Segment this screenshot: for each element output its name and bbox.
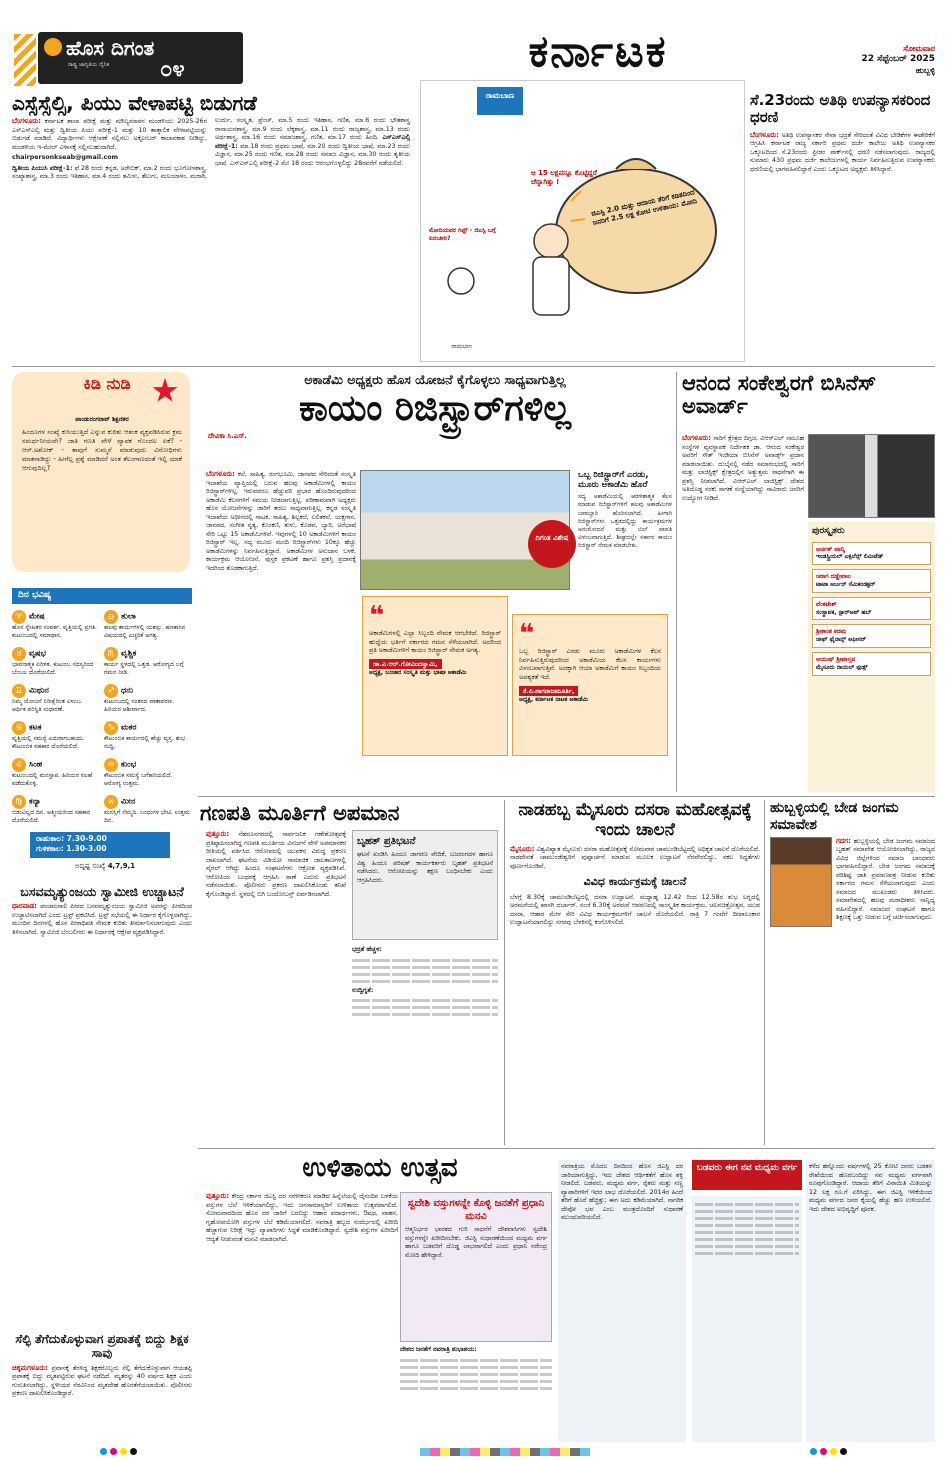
section-title: ಕರ್ನಾಟಕ xyxy=(528,30,668,74)
story-ulitaya-dateline: ಪುತ್ತೂರು: xyxy=(206,1192,230,1200)
sign-text: ಮನಸ್ಸಿಗೆ ನೆಮ್ಮದಿ. ಬಂಧುಗಳ ಭೇಟಿ. ಉತ್ತಮ ದಿನ. xyxy=(104,809,190,824)
horoscope-sign xyxy=(104,758,190,788)
divider-dasara-jangama xyxy=(764,800,765,1145)
ganapati-box-title: ಬೃಹತ್ ಪ್ರತಿಭಟನೆ xyxy=(357,836,416,847)
rahukala-value: 7.30-9.00 xyxy=(66,834,107,843)
ganapati-subhead-2: ಉದ್ವಿಗ್ನತೆ: xyxy=(352,986,374,994)
story-exam-email: chairpersonkseab@gmail.com xyxy=(12,154,119,161)
zodiac-icon: ♓ xyxy=(104,795,118,809)
ganapati-subhead: ಭದ್ರತೆ ಹೆಚ್ಚಳ: xyxy=(352,946,382,953)
story-dasara-subhead: ವಿವಿಧ ಕಾರ್ಯಕ್ರಮಕ್ಕೆ ಚಾಲನೆ xyxy=(583,875,687,889)
story-accident xyxy=(12,1332,192,1442)
bystander-head xyxy=(448,268,474,294)
cartoon-drawing xyxy=(421,81,745,362)
story-ulitaya-headline: ಉಳಿತಾಯ ಉತ್ಸವ xyxy=(302,1153,458,1183)
sign-name: ಧನು xyxy=(121,685,134,695)
story-ulitaya-text: ಕೇಂದ್ರ ಸರ್ಕಾರ ಜಿಎಸ್ಟಿ ದರ ಸರಳೀಕರಣ ಮಾಡಿದ ಹಿನ್ನೆಲೆಯಲ್ಲಿ ದೈನಂದಿನ ಬಳಕೆಯ ವಸ್ತುಗಳ ಬೆಲೆ ಇಳಿಕೆಯಾಗಲಿದ್ದು, ಇದು ಜನಸಾಮಾನ್ಯರಿಗೆ ಉಳಿತಾಯ ಉತ್ಸವವಾಗಲಿದೆ. ಸೋಮವಾರದಿಂದ ಹೊಸ ದರ ಜಾರಿಗೆ ಬರಲಿದ್ದು ಆಹಾರ ಪದಾರ್ಥಗಳು, ಔಷಧ, ವಾಹನ, ಗೃಹೋಪಯೋಗಿ ವಸ್ತುಗಳ ಬೆಲೆ ಕಡಿಮೆಯಾಗಲಿದೆ. ನವರಾತ್ರಿ ಹಬ್ಬದ ಸಂದರ್ಭದಲ್ಲಿ ಖರೀದಿ ಹೆಚ್ಚಾಗುವ ನಿರೀಕ್ಷೆ ಇದ್ದು ವ್ಯಾಪಾರಿಗಳು ಸಿದ್ಧತೆ ಮಾಡಿಕೊಂಡಿದ್ದಾರೆ. ಸ್ವದೇಶಿ ವಸ್ತುಗಳ ಖರೀದಿಗೆ ಆದ್ಯತೆ ನೀಡುವಂತೆ ಮನವಿ ಮಾಡಲಾಗಿದೆ. xyxy=(206,1193,398,1243)
horoscope-title: ದಿನ ಭವಿಷ್ಯ xyxy=(12,588,192,604)
horoscope-grid xyxy=(12,610,192,850)
awardee-detail: ಸಂಸ್ಥಾಪಕ, ಸ್ಟಾರ್‌ಅಪ್ ಹಬ್ xyxy=(816,608,872,616)
zodiac-icon: ♎ xyxy=(104,610,118,624)
sign-text: ಬಿಡುವಿಲ್ಲದ ದಿನ. ಆತ್ಮೀಯರಿಂದ ಸಹಕಾರ ದೊರೆಯಲಿದೆ. xyxy=(12,809,91,824)
sign-name: ಮೀನ xyxy=(121,796,136,806)
horoscope-sign xyxy=(104,721,190,751)
horoscope-sign xyxy=(12,721,98,751)
awardee-name: ಚಿರಾಗ ದಡ್ಡೇವಾಲ xyxy=(816,573,851,581)
sign-name: ವೃಶ್ಚಿಕ xyxy=(121,648,137,658)
zodiac-icon: ♉ xyxy=(12,647,26,661)
cartoon-tag: ರಾಮಬಾಣ xyxy=(477,87,523,115)
story-accident-body xyxy=(12,1364,192,1399)
story-ganapati-col1 xyxy=(206,830,346,1145)
cartoon-speech-2: ಮೋದಿಯವರ ಗಿಫ್ಟ್ - ಜಿಎಸ್ಟಿ ಬಗ್ಗೆ ಏನಂತೀರಿ? xyxy=(429,227,496,242)
lucky-numbers xyxy=(40,862,170,871)
story-jangama-text: ಹುಬ್ಬಳ್ಳಿಯಲ್ಲಿ ಬೇಡ ಜಂಗಮ ಸಮಾಜದ ಬೃಹತ್ ಸಮಾವೇಶ ಆಯೋಜಿಸಲಾಗಿದ್ದು, ರಾಜ್ಯದ ವಿವಿಧ ಜಿಲ್ಲೆಗಳಿಂದ ಸಮಾಜ ಬಾಂಧವರು ಭಾಗವಹಿಸಲಿದ್ದಾರೆ. ಬೇಡ ಜಂಗಮ ಸಮಾಜಕ್ಕೆ ಪರಿಶಿಷ್ಟ ಜಾತಿ ಪ್ರಮಾಣಪತ್ರ ನೀಡುವ ಕುರಿತು ಸರ್ಕಾರದ ಗಮನ ಸೆಳೆಯಲಾಗುವುದು ಎಂದು ಸಮಾಜದ ಮುಖಂಡರು ತಿಳಿಸಿದರು. ಸಮಾವೇಶದಲ್ಲಿ ಹಲವು ಮಠಾಧೀಶರು ಸಾನ್ನಿಧ್ಯ ವಹಿಸಲಿದ್ದಾರೆ. ಸಮಾಜದ ಸಂಘಟನೆ ಹಾಗೂ ಶಿಕ್ಷಣಕ್ಕೆ ಒತ್ತು ನೀಡುವ ಬಗ್ಗೆ ಚರ್ಚಿಸಲಾಗುವುದು. xyxy=(836,837,935,922)
awardee-detail: ಮೈಸೂರು ರಾಯಲ್ ಫುಡ್ಸ್ xyxy=(816,663,868,671)
story-exam-body xyxy=(12,117,410,182)
sign-text: ಕೌಟುಂಬಿಕ ಸಮಸ್ಯೆ ಬಗೆಹರಿಯಲಿದೆ. ಆರೋಗ್ಯ ಉತ್ತಮ. xyxy=(104,772,173,787)
cartoon-sack-text: ಜಿಎಸ್ಟಿ 2.0 ಮತ್ತು ಆದಾಯ ತೆರಿಗೆ ಕಡಿತದಿಂದ ಜನರಿಗೆ 2.5 ಲಕ್ಷ ಕೋಟಿ ಉಳಿತಾಯ: ಮೋದಿ xyxy=(590,188,698,227)
registration-marks-left xyxy=(100,1448,140,1457)
cyan-mark xyxy=(810,1448,817,1455)
story-accident-text: ಪ್ರವಾಸಕ್ಕೆ ತೆರಳಿದ್ದ ಶಿಕ್ಷಕರೊಬ್ಬರು ಸೆಲ್ಫಿ ತೆಗೆದುಕೊಳ್ಳುವಾಗ ಆಯತಪ್ಪಿ ಪ್ರಪಾತಕ್ಕೆ ಬಿದ್ದು ಮೃತಪಟ್ಟಿರುವ ಘಟನೆ ನಡೆದಿದೆ. ಮೃತರನ್ನು 40 ವರ್ಷದ ಶಿಕ್ಷಕ ಎಂದು ಗುರುತಿಸಲಾಗಿದ್ದು, ಸ್ಥಳೀಯರ ನೆರವಿನಿಂದ ಮೃತದೇಹ ಹೊರತೆಗೆಯಲಾಯಿತು. ಪೊಲೀಸರು ಪ್ರಕರಣ ದಾಖಲಿಸಿಕೊಂಡಿದ್ದಾರೆ. xyxy=(12,1364,192,1398)
kidi-nudi-body: ಹಿಂದೂಗಳ ಸಂಖ್ಯೆ ಕುಸಿಯುತ್ತಿದೆ ಎನ್ನುವ ಕುರಿತು ಆತಂಕ ವ್ಯಕ್ತಪಡಿಸಿರುವ ಕ್ರಮ ಸಮರ್ಥನೀಯವೇ? ಜಾತಿ ಗಣತಿ ವೇಳೆ ವ್ಯಾಪಕ ಗೊಂದಲ ಏಕೆ? - ಆರ್.ಅಶೋಕ್ - ತಾವುಗೆ ಸುಮ್ಮನೆ ಮಾಡುವುದು ವಿರೋಧಿಗಳು ಮಾತನಾಡಿದ್ದು - ಹೀಗೆಲ್ಲ ಪ್ರಶ್ನೆ ಮಾಡಿದರೆ ಅಂತ ತೆಲಂಗಾಣದಂತೆ ಇಲ್ಲಿ ಯಾಕೆ ಆಗುವುದಿಲ್ಲ? xyxy=(22,428,182,472)
ulitaya-box xyxy=(400,1192,552,1342)
awardee-name: ಶ್ರೀಕಾಂತ ಕದಮ xyxy=(816,628,847,636)
story-academy-headline: ಕಾಯಂ ರಿಜಿಸ್ಟ್ರಾರ್‌ಗಳಿಲ್ಲ xyxy=(298,388,572,430)
black-mark xyxy=(840,1448,847,1455)
story-basava-body xyxy=(12,902,192,937)
ulitaya-side-tag: ಬಡವರು ಈಗ ನವ ಮಧ್ಯಮ ವರ್ಗ xyxy=(692,1160,802,1190)
academy-sidebar xyxy=(578,470,672,610)
sign-text: ಕಾರ್ಯ ಸ್ಥಳದಲ್ಲಿ ಒತ್ತಡ. ಆರೋಗ್ಯದ ಬಗ್ಗೆ ಗಮನ ನೀಡಿ. xyxy=(104,661,184,676)
story-dasara-dateline: ಮೈಸೂರು: xyxy=(510,844,535,853)
logo-emblem-icon xyxy=(44,38,62,56)
quote-2-text: ಒಬ್ಬ ರಿಜಿಸ್ಟ್ರಾರ್ ಎರಡು ಮೂರು ಅಕಾಡೆಮಿಗಳ ಕೆಲಸ ನಿರ್ವಹಿಸುತ್ತಿರುವುದರಿಂದ ಅಕಾಡೆಮಿಯ ಕೆಲಸ ಕಾರ್ಯಗಳು ವಿಳಂಬವಾಗುತ್ತಿವೆ. ಅದಕ್ಕಾಗಿ ಆಯಾ ಅಕಾಡೆಮಿಗೆ ಕಾಯಂ ಸಿಬ್ಬಂದಿಯ ಅವಶ್ಯಕತೆ ಇದೆ. xyxy=(519,647,661,681)
divider-top xyxy=(12,366,935,367)
story-basava xyxy=(12,884,192,1024)
story-exam-text-2: ಫೆ.28 ರಂದು ಕನ್ನಡ, ಅರೇಬಿಕ್, ಮಾ.2 ರಂದು ಭೂಗೋಳಶಾಸ್ತ್ರ, ಸಂಖ್ಯಾಶಾಸ್ತ್ರ, ಮಾ.3 ರಂದು ಇತಿಹಾಸ, ಮಾ.4 ರಂದು ತಮಿಳು, ತೆಲುಗು, ಮಲಯಾಳಂ, ಮರಾಠಿ, ಉರ್ದು, ಸಂಸ್ಕೃತ, ಫ್ರೆಂಚ್, ಮಾ.5 ರಂದು ಇತಿಹಾಸ, ಗಣಿತ, ಮಾ.6 ರಂದು ಭೌತಶಾಸ್ತ್ರ ರಾಸಾಯನಶಾಸ್ತ್ರ, ಮಾ.9 ರಂದು ಲೆಕ್ಕಶಾಸ್ತ್ರ, ಮಾ.11 ರಂದು ರಾಜ್ಯಶಾಸ್ತ್ರ, ಮಾ.13 ರಂದು ಅರ್ಥಶಾಸ್ತ್ರ, ಮಾ.16 ರಂದು ಸಮಾಜಶಾಸ್ತ್ರ, ಗಣಿತ, ಮಾ.17 ರಂದು ಹಿಂದಿ. xyxy=(12,117,410,180)
yellow-mark xyxy=(120,1448,127,1455)
story-dasara-schedule: ಬೆಳಗ್ಗೆ 8.30ಕ್ಕೆ ಚಾಮುಂಡಿಬೆಟ್ಟದಲ್ಲಿ ದಸರಾ ಉದ್ಘಾಟನೆ. ಮಧ್ಯಾಹ್ನ 12.42 ರಿಂದ 12.58ರ ಶುಭ ಲಗ್ನದಲ್ಲಿ ಅರಮನೆಯಲ್ಲಿ ಖಾಸಗಿ ದರ್ಬಾರ್. ಸಂಜೆ 6.30ಕ್ಕೆ ಅರಮನೆ ಆವರಣದಲ್ಲಿ ಸಾಂಸ್ಕೃತಿಕ ಕಾರ್ಯಕ್ರಮ, ಚಲನಚಿತ್ರೋತ್ಸವ, ಯುವ ದಸರಾ, ಆಹಾರ ಮೇಳ ಸೇರಿ ವಿವಿಧ ಕಾರ್ಯಕ್ರಮಗಳಿಗೆ ಚಾಲನೆ ದೊರೆಯಲಿದೆ. ರಾತ್ರಿ 7 ಗಂಟೆಗೆ ದೀಪಾಲಂಕಾರ ಉದ್ಘಾಟನೆಯಾಗಲಿದ್ದು ನಗರವು ಬೆಳಕಿನಲ್ಲಿ ಕಂಗೊಳಿಸಲಿದೆ. xyxy=(510,893,760,927)
academy-quote-2 xyxy=(512,614,668,756)
awardee-item xyxy=(812,652,931,676)
black-mark xyxy=(130,1448,137,1455)
horoscope-sign xyxy=(12,758,98,788)
date-box xyxy=(790,44,935,76)
story-academy-byline: ದೇವಿಕಾ ಸಿ.ಎಸ್. xyxy=(208,431,247,440)
story-ganapati-headline: ಗಣಪತಿ ಮೂರ್ತಿಗೆ ಅಪಮಾನ xyxy=(200,801,400,825)
zodiac-icon: ♈ xyxy=(12,610,26,624)
awardee-detail: ಇಂಡಸ್ಟ್ರಿಯಲ್ ಎಕ್ಸಲೆನ್ಸ್ ಲಿಮಿಟೆಡ್ xyxy=(816,553,884,561)
sign-text: ಹಲವು ಕಾರ್ಯಗಳಲ್ಲಿ ಯಶಸ್ಸು. ಹಣಕಾಸಿನ ವಿಷಯದಲ್ಲಿ ಎಚ್ಚರಿಕೆ ಅಗತ್ಯ. xyxy=(104,624,186,639)
man-head xyxy=(534,224,568,258)
date: 22 ಸೆಪ್ಟೆಂಬರ್ 2025 xyxy=(861,54,935,65)
story-dharna-headline: ಸೆ.23ರಂದು ಅತಿಥಿ ಉಪನ್ಯಾಸಕರಿಂದ ಧರಣಿ xyxy=(750,92,931,127)
story-ganapati-text: ನೆಹರೂನಗರದಲ್ಲಿ ಸಾರ್ವಜನಿಕ ಗಣೇಶೋತ್ಸವಕ್ಕೆ ಪ್ರತಿಷ್ಠಾಪಿಸಲಾಗಿದ್ದ ಗಣಪತಿ ಮೂರ್ತಿಯ ವಿಸರ್ಜನೆ ವೇಳೆ ಅಪಮಾನಕರ ರೀತಿಯಲ್ಲಿ ವರ್ತಿಸಿದ ಆರೋಪದಲ್ಲಿ ಯುವಕನ ವಿರುದ್ಧ ಪ್ರಕರಣ ದಾಖಲಾಗಿದೆ. ಘಟನೆಯ ವಿಡಿಯೋ ಸಾಮಾಜಿಕ ಜಾಲತಾಣಗಳಲ್ಲಿ ವೈರಲ್ ಆಗಿದ್ದು ಹಿಂದೂ ಸಂಘಟನೆಗಳು ಆಕ್ರೋಶ ವ್ಯಕ್ತಪಡಿಸಿವೆ. ಆರೋಪಿಯ ಬಂಧನಕ್ಕೆ ಆಗ್ರಹಿಸಿ ಠಾಣೆ ಎದುರು ಪ್ರತಿಭಟನೆ ನಡೆಸಲಾಯಿತು. ಪೊಲೀಸರು ಪ್ರಕರಣ ದಾಖಲಿಸಿಕೊಂಡು ತನಿಖೆ ಕೈಗೊಂಡಿದ್ದಾರೆ. ಸ್ಥಳದಲ್ಲಿ ಬಿಗಿ ಬಂದೋಬಸ್ತ್ ಏರ್ಪಡಿಸಲಾಗಿದೆ. xyxy=(206,831,346,898)
story-ulitaya-col3 xyxy=(400,1346,552,1442)
story-accident-headline: ಸೆಲ್ಫಿ ತೆಗೆದುಕೊಳ್ಳುವಾಗ ಪ್ರಪಾತಕ್ಕೆ ಬಿದ್ದು ಶಿಕ್ಷಕ ಸಾವು xyxy=(15,1332,189,1361)
logo-text: ಹೊಸ ದಿಗಂತ xyxy=(66,36,155,60)
story-dasara-text: ವಿಶ್ವವಿಖ್ಯಾತ ಮೈಸೂರು ದಸರಾ ಮಹೋತ್ಸವಕ್ಕೆ ಸೋಮವಾರ ಚಾಮುಂಡಿಬೆಟ್ಟದಲ್ಲಿ ಅಧಿಕೃತ ಚಾಲನೆ ದೊರೆಯಲಿದೆ. ನಾಡದೇವತೆ ಚಾಮುಂಡೇಶ್ವರಿಗೆ ಪುಷ್ಪಾರ್ಚನೆ ಮಾಡುವ ಮೂಲಕ ಉದ್ಘಾಟನೆ ನೆರವೇರಲಿದ್ದು, ಸಕಲ ಸಿದ್ಧತೆಗಳು ಪೂರ್ಣಗೊಂಡಿವೆ. xyxy=(510,845,760,870)
story-dharna-body xyxy=(750,131,935,175)
story-award-dateline: ಬೆಂಗಳೂರು: xyxy=(682,434,711,442)
story-academy-kicker: ಅಕಾಡೆಮಿ ಅಧ್ಯಕ್ಷರು ಹೊಸ ಯೋಜನೆ ಕೈಗೊಳ್ಳಲು ಸಾಧ್ಯವಾಗುತ್ತಿಲ್ಲ xyxy=(304,372,566,387)
award-photo xyxy=(808,434,935,518)
awardee-item xyxy=(812,569,931,593)
day: ಸೋಮವಾರ xyxy=(903,44,935,53)
quote-1-role: ಅಧ್ಯಕ್ಷ, ಬಂಜಾರ ಸಂಸ್ಕೃತಿ ಮತ್ತು ಭಾಷಾ ಅಕಾಡೆಮಿ xyxy=(369,669,467,677)
divider-academy-award xyxy=(676,372,677,792)
lucky-value: 4,7,9,1 xyxy=(107,862,136,870)
sign-name: ಕನ್ಯಾ xyxy=(29,796,41,806)
quote-2-role: ಅಧ್ಯಕ್ಷ, ಕರ್ನಾಟಕ ನಾಟಕ ಅಕಾಡೆಮಿ xyxy=(519,696,588,703)
sign-name: ಮಿಥುನ xyxy=(29,685,49,695)
story-ganapati-dateline: ಪುತ್ತೂರು: xyxy=(206,830,230,838)
awardee-name: ಆರ್ಚಿತ್ ಪಾಲ್ಕಿ xyxy=(816,545,845,553)
story-exam-dateline: ಬೆಂಗಳೂರು: xyxy=(12,117,41,125)
story-academy-col1 xyxy=(206,470,356,790)
story-accident-dateline: ಚಿಕ್ಕಮಗಳೂರು: xyxy=(12,1363,48,1372)
magenta-mark xyxy=(820,1448,827,1455)
zodiac-icon: ♒ xyxy=(104,758,118,772)
story-basava-headline: ಬಸವಮೃತ್ಯುಂಜಯ ಸ್ವಾಮೀಜಿ ಉಚ್ಚಾಟನೆ xyxy=(20,884,184,899)
story-dharna-dateline: ಬೆಂಗಳೂರು: xyxy=(750,130,779,139)
awardee-name: ವೆಂಕಟೇಶ್ xyxy=(816,600,837,608)
zodiac-icon: ♏ xyxy=(104,647,118,661)
story-ulitaya-side: ಕಳೆದ ಹನ್ನೊಂದು ವರ್ಷಗಳಲ್ಲಿ 25 ಕೋಟಿ ಜನರು ಬಡತನ ರೇಖೆಯಿಂದ ಹೊರಬಂದಿದ್ದು ನವ ಮಧ್ಯಮ ವರ್ಗವಾಗಿ ರೂಪುಗೊಂಡಿದ್ದಾರೆ. ಆದಾಯ ತೆರಿಗೆ ವಿನಾಯಿತಿ ಮಿತಿಯನ್ನು 12 ಲಕ್ಷ ರೂ.ಗೆ ಏರಿಸಿದ್ದು, ಈಗ ಜಿಎಸ್ಟಿ ಇಳಿಕೆಯಿಂದ ಮಧ್ಯಮ ವರ್ಗದ ಜನರ ಕೈಯಲ್ಲಿ ಹೆಚ್ಚು ಹಣ ಉಳಿಯಲಿದೆ. ಇದು ದೇಶದ ಅಭಿವೃದ್ಧಿಗೆ ಪೂರಕ. xyxy=(806,1160,935,1442)
kidi-nudi-box xyxy=(12,372,190,572)
zodiac-icon: ♋ xyxy=(12,721,26,735)
registration-marks-right xyxy=(810,1448,850,1457)
ulitaya-box-body: ಆತ್ಮನಿರ್ಭರ ಭಾರತದ ಗುರಿ ಸಾಧನೆಗೆ ದೇಶವಾಸಿಗಳು ಸ್ವದೇಶಿ ವಸ್ತುಗಳನ್ನೇ ಖರೀದಿಸಬೇಕು. ಜಿಎಸ್ಟಿ ಸುಧಾರಣೆಯಿಂದ ಮಧ್ಯಮ ವರ್ಗ ಹಾಗೂ ಬಡವರಿಗೆ ದೊಡ್ಡ ಲಾಭವಾಗಲಿದೆ ಎಂದು ಪ್ರಧಾನಿ ನರೇಂದ್ರ ಮೋದಿ ಹೇಳಿದ್ದಾರೆ. xyxy=(405,1226,547,1259)
sign-name: ಮಕರ xyxy=(121,722,137,732)
ulitaya-box-title: ಸ್ವದೇಶಿ ವಸ್ತುಗಳನ್ನೇ ಕೊಳ್ಳಿ ಜನತೆಗೆ ಪ್ರಧಾನಿ ಮನವಿ xyxy=(407,1198,545,1222)
zodiac-icon: ♑ xyxy=(104,721,118,735)
story-dasara-headline: ನಾಡಹಬ್ಬ ಮೈಸೂರು ದಸರಾ ಮಹೋತ್ಸವಕ್ಕೆ ಇಂದು ಚಾಲನೆ xyxy=(518,800,752,841)
horoscope-times xyxy=(30,832,170,858)
sign-name: ತುಲಾ xyxy=(121,611,136,621)
story-exam-text-3: ಮಾ.18 ರಂದು ಪ್ರಥಮ ಭಾಷೆ, ಮಾ.20 ರಂದು ದ್ವಿತೀಯ ಭಾಷೆ, ಮಾ.23 ರಂದು ವಿಜ್ಞಾನ, ಮಾ.25 ರಂದು ಗಣಿತ, ಮಾ.28 ರಂದು ಸಮಾಜ ವಿಜ್ಞಾನ, ಮಾ.30 ರಂದು ತೃತೀಯ ಭಾಷೆ. ಎಸ್ಎಸ್ಎಲ್ಸಿ ಪರೀಕ್ಷೆ-2 ಮೇ 18 ರಂದು ಆರಂಭಗೊಳ್ಳಲಿದ್ದು 28ರವರೆಗೆ ನಡೆಯಲಿದೆ. xyxy=(215,142,410,167)
awardees-list xyxy=(808,522,935,792)
cyan-mark xyxy=(100,1448,107,1455)
kidi-nudi-title: ಕಿಡಿ ನುಡಿ xyxy=(83,376,131,393)
story-exam xyxy=(12,92,410,360)
zodiac-icon: ♍ xyxy=(12,795,26,809)
logo-tagline: ರಾಷ್ಟ್ರ ಜಾಗೃತಿಯ ದೈನಿಕ xyxy=(68,62,110,68)
story-jangama xyxy=(770,800,935,1145)
quote-2-author: ಕೆ.ಪಿ.ನಾಗರಾಜಮೂರ್ತಿ, xyxy=(519,686,578,696)
ganapati-box-body: ಘಟನೆ ಖಂಡಿಸಿ ಹಿಂದೂ ಜಾಗರಣ ವೇದಿಕೆ, ಬಜರಂಗದಳ ಹಾಗೂ ವಿಶ್ವ ಹಿಂದೂ ಪರಿಷತ್ ಕಾರ್ಯಕರ್ತರು ಬೃಹತ್ ಪ್ರತಿಭಟನೆ ನಡೆಸಿದರು. ಆರೋಪಿಯನ್ನು ತಕ್ಷಣ ಬಂಧಿಸಬೇಕು ಎಂದು ಆಗ್ರಹಿಸಿದರು. xyxy=(357,851,493,884)
sign-text: ಭಾವನಾತ್ಮಕ ಏರಿಳಿತ. ಕುಟುಂಬ ಸದಸ್ಯರಿಂದ ಬೆಂಬಲ ದೊರೆಯಲಿದೆ. xyxy=(12,661,94,676)
awardee-detail: ಚೀಫ್ ಫೈನಾನ್ಸ್ ಆಫೀಸರ್ xyxy=(816,636,866,644)
story-jangama-dateline: ಗದಗ: xyxy=(836,836,851,845)
story-dharna xyxy=(750,92,935,362)
ulitaya-subhead: ದೇಶದ ಜನತೆಗೆ ನವರಾತ್ರಿ ಶುಭಾಶಯ: xyxy=(400,1346,477,1353)
horoscope-sign xyxy=(104,610,190,640)
story-exam-text: ಕರ್ನಾಟಕ ಶಾಲಾ ಪರೀಕ್ಷೆ ಮತ್ತು ಮೌಲ್ಯಮಾಪನ ಮಂಡಳಿಯು 2025-26ರ ಎಸ್ಎಸ್ಎಲ್ಸಿ ಮತ್ತು ದ್ವಿತೀಯ ಪಿಯು ಪರೀಕ್ಷೆ-1 ಮತ್ತು 10 ತಾತ್ಕಾಲಿಕ ವೇಳಾಪಟ್ಟಿಯನ್ನು ಬಿಡುಗಡೆ ಮಾಡಿದೆ. ವಿದ್ಯಾರ್ಥಿಗಳು ಆಕ್ಷೇಪಣೆ ಸಲ್ಲಿಸಲು ಅಕ್ಟೋಬರ್ ಕಾಲಾವಕಾಶ ನೀಡಿದ್ದು, ಮಂಡಳಿಯ ಇ-ಮೇಲ್ ವಿಳಾಸಕ್ಕೆ ಸಲ್ಲಿಸಬಹುದಾಗಿದೆ. xyxy=(12,118,207,151)
story-award-text: ಸಾರಿಗೆ ಕ್ಷೇತ್ರದ ದಿಗ್ಗಜ, ವಿಆರ್‌ಎಲ್ ಸಮೂಹ ಸಂಸ್ಥೆಗಳ ವ್ಯವಸ್ಥಾಪಕ ನಿರ್ದೇಶಕ ಡಾ. ಆನಂದ ಸಂಕೇಶ್ವರ ಅವರಿಗೆ ಸೌತ್ ಇಂಡಿಯಾ ಬಿಸಿನೆಸ್ ಅವಾರ್ಡ್ಸ್ ಪ್ರದಾನ ಮಾಡಲಾಯಿತು. ದುಬೈನಲ್ಲಿ ನಡೆದ ಸಮಾರಂಭದಲ್ಲಿ ಸಾರಿಗೆ ಮತ್ತು ಲಾಜಿಸ್ಟಿಕ್ಸ್ ಕ್ಷೇತ್ರದಲ್ಲಿನ ಅತ್ಯುತ್ತಮ ಸಾಧನೆಗಾಗಿ ಈ ಪ್ರಶಸ್ತಿ ನೀಡಲಾಗಿದೆ. ವಿಆರ್‌ಎಲ್ ಲಾಜಿಸ್ಟಿಕ್ಸ್ ದೇಶದ ಅತಿದೊಡ್ಡ ಸರಕು ಸಾಗಣೆ ಸಂಸ್ಥೆಯಾಗಿದ್ದು ಸಾವಿರಾರು ಜನರಿಗೆ ಉದ್ಯೋಗ ನೀಡಿದೆ. xyxy=(682,435,804,502)
page-number: ೦೪ xyxy=(160,57,185,82)
horoscope-sign xyxy=(104,684,190,714)
logo xyxy=(38,32,243,84)
zodiac-icon: ♊ xyxy=(12,684,26,698)
story-ulitaya-side-2 xyxy=(692,1196,802,1442)
academy-quote-1 xyxy=(362,596,508,756)
divider-bottom xyxy=(198,1148,935,1149)
man-body xyxy=(533,257,569,315)
quote-1-author: ಡಾ.ಎ.ಆರ್.ಗೋವಿಂದಸ್ವಾಮಿ, xyxy=(369,659,442,669)
story-exam-headline: ಎಸ್ಸೆಸ್ಸೆಲ್ಸಿ, ಪಿಯು ವೇಳಾಪಟ್ಟಿ ಬಿಡುಗಡೆ xyxy=(12,92,257,115)
awardees-title: ಪುರಸ್ಕೃತರು xyxy=(812,526,845,536)
sign-text: ವೃತ್ತಿಯಲ್ಲಿ ಸಮಸ್ಯೆ ಎದುರಾಗಬಹುದು. ಕೌಟುಂಬಿಕ ಸಹಕಾರ ದೊರೆಯಲಿದೆ. xyxy=(12,735,85,750)
divider-ganapati-dasara xyxy=(504,800,505,1145)
story-exam-subhead-1: ದ್ವಿತೀಯ ಪಿಯುಸಿ ಪರೀಕ್ಷೆ-1: xyxy=(12,164,73,172)
story-ulitaya-col2: ನವರಾತ್ರಿಯ ಮೊದಲ ದಿನದಿಂದ ಹೊಸ ಜಿಎಸ್ಟಿ ದರ ಜಾರಿಯಾಗುತ್ತಿದ್ದು, ಇದು ದೇಶದ ಆರ್ಥಿಕತೆಗೆ ಹೊಸ ಶಕ್ತಿ ನೀಡಲಿದೆ. ಬಡವರು, ಮಧ್ಯಮ ವರ್ಗ, ರೈತರು ಮತ್ತು ಸಣ್ಣ ವ್ಯಾಪಾರಿಗಳಿಗೆ ಇದರ ಲಾಭ ದೊರೆಯಲಿದೆ. 2014ರ ಹಿಂದೆ ತೆರಿಗೆ ಹೊರೆ ಹೆಚ್ಚಿತ್ತು; ಈಗ ಅದು ಕಡಿಮೆಯಾಗಿದೆ. ನಾಗರಿಕ ದೇವೋ ಭವ ಎಂಬ ಮಂತ್ರದೊಂದಿಗೆ ಸುಧಾರಣೆ ಮುಂದುವರಿಯಲಿದೆ. xyxy=(558,1160,686,1442)
story-jangama-headline: ಹುಬ್ಬಳ್ಳಿಯಲ್ಲಿ ಬೇಡ ಜಂಗಮ ಸಮಾವೇಶ xyxy=(770,800,899,833)
ganapati-protest-box xyxy=(352,830,498,940)
horoscope-sign xyxy=(12,647,98,677)
sign-name: ಕುಂಭ xyxy=(121,759,137,769)
story-academy-dateline: ಬೆಂಗಳೂರು: xyxy=(206,470,235,478)
yellow-mark xyxy=(830,1448,837,1455)
academy-sidebar-body: ಸದ್ಯ ಅಕಾಡೆಮಿಯಲ್ಲಿ ಆಡಳಿತಾತ್ಮಕ ಕೆಲಸ ಮಾಡುವ ರಿಜಿಸ್ಟ್ರಾರ್‌ಗಳಿಗೆ ಹಲವು ಅಕಾಡೆಮಿಗಳ ಜವಾಬ್ದಾರಿ ಹೊರಿಸಲಾಗಿದೆ. ಹೀಗಾಗಿ ರಿಜಿಸ್ಟ್ರಾರ್‌ಗಳು ಒತ್ತಡದಲ್ಲಿದ್ದು ಕಾರ್ಯಕ್ರಮಗಳ ಅನುಮೋದನೆ ಮತ್ತು ಬಿಲ್ ಪಾವತಿ ವಿಳಂಬವಾಗುತ್ತಿದೆ. ಶೀಘ್ರದಲ್ಲೇ ಸರ್ಕಾರ ಕಾಯಂ ರಿಜಿಸ್ಟ್ರಾರ್ ನೇಮಕ ಮಾಡಬೇಕು. xyxy=(578,493,672,549)
sign-text: ಕೌಟುಂಬಿಕ ಕಾರ್ಯದಲ್ಲಿ ಹೆಚ್ಚು ವ್ಯಸ್ತ. ಶುಭ ಸುದ್ದಿ. xyxy=(104,735,186,750)
awardee-detail: ಟಾಟಾ ಅರ್ಬನ್ ಸೆಮಿಕಂಡಕ್ಟರ್ xyxy=(816,581,876,589)
logo-stripes xyxy=(14,34,36,86)
story-award-body xyxy=(682,434,804,792)
kidi-nudi-author: ಪಾಂಡುರಂಗರಾವ್ ಶಿಕ್ಷಣಿಕರ xyxy=(75,416,129,423)
zodiac-icon: ♐ xyxy=(104,684,118,698)
zodiac-icon: ♌ xyxy=(12,758,26,772)
horoscope-sign xyxy=(12,795,98,825)
sign-name: ಮೇಷ xyxy=(29,611,45,621)
special-badge: ದಿಗಂತ ವಿಶೇಷ xyxy=(528,520,576,568)
gulika-value: 1.30-3.00 xyxy=(66,843,107,853)
quote-1-text: ಅಕಾಡೆಮಿಗಳಲ್ಲಿ ಎಲ್ಲಾ ಸಿಬ್ಬಂದಿ ನೇಮಕ ಆಗಬೇಕಿದೆ. ರಿಜಿಸ್ಟ್ರಾರ್ ಹುದ್ದೆಯ ಭರ್ತಿಗೆ ಸರ್ಕಾರದ ಗಮನ ಸೆಳೆಯಲಾಗಿದೆ. ಅದರಿಂದ ಪ್ರತಿ ಅಕಾಡೆಮಿಗಳಿಗೆ ಕಾಯಂ ರಿಜಿಸ್ಟ್ರಾರ್ ನೇಮಕ ಅಗತ್ಯ. xyxy=(369,629,501,655)
awardee-name: ಆಯುಷ್ ಶ್ರೀವಾಸ್ತವ xyxy=(816,656,856,664)
academy-sidebar-title: ಒಬ್ಬ ರಿಜಿಸ್ಟ್ರಾರ್‌ಗೆ ಎರಡು, ಮೂರು ಅಕಾಡೆಮಿ ಹೊರೆ xyxy=(578,470,649,491)
horoscope-sign xyxy=(12,610,98,640)
story-ganapati-col2 xyxy=(352,946,498,1141)
horoscope-sign xyxy=(104,795,190,825)
awardee-item xyxy=(812,542,931,566)
story-academy-text: ಕಲೆ, ಸಾಹಿತ್ಯ, ರಂಗಭೂಮಿ, ಜಾನಪದ ಸೇರಿದಂತೆ ಸಂಸ್ಕೃತಿ ಇಲಾಖೆಯ ವ್ಯಾಪ್ತಿಯಲ್ಲಿ ಬರುವ ಹಲವು ಅಕಾಡೆಮಿಗಳಲ್ಲಿ ಕಾಯಂ ರಿಜಿಸ್ಟ್ರಾರ್‌ಗಳಿಲ್ಲ. ಇರುವವರೂ ಹೆಚ್ಚುವರಿ ಪ್ರಭಾರ ಹೊಂದಿರುವುದರಿಂದ ಅಕಾಡೆಮಿ ಕೆಲಸಗಳಿಗೆ ಸಮಯ ನೀಡಲಾಗುತ್ತಿಲ್ಲ. ಪರಿಣಾಮವಾಗಿ ಅಧ್ಯಕ್ಷರು ಹೊಸ ಯೋಜನೆಗಳನ್ನು ಜಾರಿಗೆ ತರಲು ಸಾಧ್ಯವಾಗುತ್ತಿಲ್ಲ. ಕನ್ನಡ ಸಂಸ್ಕೃತಿ ಇಲಾಖೆಯ ಅಧೀನದಲ್ಲಿ ನಾಟಕ, ಸಾಹಿತ್ಯ, ಶಿಲ್ಪಕಲೆ, ಲಲಿತಕಲೆ, ಯಕ್ಷಗಾನ, ಜಾನಪದ, ಸಂಗೀತ ನೃತ್ಯ, ಕೊಂಕಣಿ, ತುಳು, ಕೊಡವ, ಬ್ಯಾರಿ, ಅರೆಭಾಷೆ ಸೇರಿ ಒಟ್ಟು 15 ಅಕಾಡೆಮಿಗಳಿವೆ. ಇವುಗಳಲ್ಲಿ 10 ಅಕಾಡೆಮಿಗಳಿಗೆ ಕಾಯಂ ರಿಜಿಸ್ಟ್ರಾರ್ ಇಲ್ಲ. ಸದ್ಯ ಮೂರು ಮಂದಿ ರಿಜಿಸ್ಟ್ರಾರ್‌ಗಳು 10ಕ್ಕೂ ಹೆಚ್ಚು ಅಕಾಡೆಮಿಗಳನ್ನು ನಿರ್ವಹಿಸುತ್ತಿದ್ದಾರೆ. ಅಕಾಡೆಮಿಗಳ ಅನುದಾನ ಬಳಕೆ, ಕಾರ್ಯಕ್ರಮ ಆಯೋಜನೆ, ಪುಸ್ತಕ ಪ್ರಕಟಣೆ ಹಾಗೂ ಪ್ರಶಸ್ತಿ ಪ್ರದಾನಕ್ಕೆ ಇದರಿಂದ ತೊಡಕಾಗುತ್ತಿದೆ. xyxy=(206,471,356,572)
awardee-item xyxy=(812,597,931,621)
sign-text: ಕುಟುಂಬದಲ್ಲಿ ಸಂತಸದ ವಾತಾವರಣ. ಹಿರಿಯರ ಆಶೀರ್ವಾದ. xyxy=(104,698,174,713)
story-basava-text: ಪಂಚಮಸಾಲಿ ಪೀಠದ ಬಸವಮೃತ್ಯುಂಜಯ ಸ್ವಾಮೀಜಿ ಅವರನ್ನು ಪೀಠದಿಂದ ಉಚ್ಚಾಟಿಸಲಾಗಿದೆ ಎಂದು ಟ್ರಸ್ಟ್ ಪ್ರಕಟಿಸಿದೆ. ಟ್ರಸ್ಟ್ ಸಭೆಯಲ್ಲಿ ಈ ನಿರ್ಧಾರ ಕೈಗೊಳ್ಳಲಾಗಿದ್ದು, ಮುಂದಿನ ದಿನಗಳಲ್ಲಿ ಹೊಸ ಪೀಠಾಧಿಪತಿ ನೇಮಕ ಕುರಿತು ತೀರ್ಮಾನಿಸಲಾಗುವುದು ಎಂದು ತಿಳಿಸಲಾಗಿದೆ. ಸ್ವಾಮೀಜಿ ಬೆಂಬಲಿಗರು ಈ ನಿರ್ಧಾರಕ್ಕೆ ಆಕ್ಷೇಪ ವ್ಯಕ್ತಪಡಿಸಿದ್ದಾರೆ. xyxy=(12,903,192,936)
sign-name: ವೃಷಭ xyxy=(29,648,46,658)
story-award-headline: ಆನಂದ ಸಂಕೇಶ್ವರಗೆ ಬಿಸಿನೆಸ್ ಅವಾರ್ಡ್ xyxy=(682,372,877,419)
color-bar xyxy=(420,1448,590,1456)
cartoon-speech-1: ಆ 15 ಲಕ್ಷವನ್ನೂ ಕೊಟ್ಟಿದ್ದರೆ ಚೆನ್ನಾಗಿತ್ತು ! xyxy=(531,169,597,187)
spark-icon xyxy=(152,378,178,404)
story-dharna-text: ಅತಿಥಿ ಉಪನ್ಯಾಸಕರ ಸೇವಾ ಭದ್ರತೆ ಸೇರಿದಂತೆ ವಿವಿಧ ಬೇಡಿಕೆಗಳ ಈಡೇರಿಕೆಗೆ ಆಗ್ರಹಿಸಿ ಕರ್ನಾಟಕ ರಾಜ್ಯ ಸರ್ಕಾರಿ ಪ್ರಥಮ ದರ್ಜೆ ಕಾಲೇಜು ಅತಿಥಿ ಉಪನ್ಯಾಸಕರ ಒಕ್ಕೂಟದಿಂದ ಸೆ.23ರಂದು ಫ್ರೀಡಂ ಪಾರ್ಕ್‌ನಲ್ಲಿ ಧರಣಿ ನಡೆಸಲಾಗುವುದು. ರಾಜ್ಯದಲ್ಲಿ ಸುಮಾರು 430 ಪ್ರಥಮ ದರ್ಜೆ ಕಾಲೇಜುಗಳಲ್ಲಿ ಕಾರ್ಯ ನಿರ್ವಹಿಸುತ್ತಿರುವ ಉಪನ್ಯಾಸಕರು ಧರಣಿಯಲ್ಲಿ ಭಾಗವಹಿಸಲಿದ್ದಾರೆ ಎಂದು ಒಕ್ಕೂಟದ ಅಧ್ಯಕ್ಷರು ತಿಳಿಸಿದ್ದಾರೆ. xyxy=(750,131,935,173)
divider-mid xyxy=(198,796,935,797)
story-exam-subhead-2: ಎಸ್ಎಸ್ಎಲ್ಸಿ ಪರೀಕ್ಷೆ-1: xyxy=(215,134,410,150)
cartoon xyxy=(420,80,745,362)
swamiji-photo xyxy=(770,837,832,927)
sign-text: ಕುಟುಂಬದಲ್ಲಿ ಮನಸ್ತಾಪ. ಹಿರಿಯರ ಸಲಹೆ ಪಡೆದುಕೊಳ್ಳಿ. xyxy=(12,772,93,787)
quote-mark-icon: ❝ xyxy=(369,601,385,631)
sign-name: ಕಟಕ xyxy=(29,722,42,732)
story-ulitaya-col1 xyxy=(206,1192,398,1442)
story-basava-dateline: ಧಾರವಾಡ: xyxy=(12,902,37,910)
sign-text: ನಿಮ್ಮ ಯೋಜನೆ ನಿರೀಕ್ಷೆಗಿಂತ ವಿಳಂಬ. ಆರ್ಥಿಕ ಪರಿಸ್ಥಿತಿ ಸುಧಾರಣೆ. xyxy=(12,698,83,713)
masthead xyxy=(0,0,945,86)
edition: ಹುಬ್ಬಳ್ಳಿ xyxy=(915,66,935,76)
sign-name: ಸಿಂಹ xyxy=(29,759,43,769)
story-dasara-body xyxy=(510,845,760,872)
horoscope-sign xyxy=(104,647,190,677)
sign-text: ಹೊಸ ಸ್ನೇಹಿತರ ಸಂಪರ್ಕ. ವೃತ್ತಿಯಲ್ಲಿ ಪ್ರಗತಿ. ಕುಟುಂಬದಲ್ಲಿ ಸಮಾಧಾನ. xyxy=(12,624,97,639)
story-dasara xyxy=(510,800,760,1145)
magenta-mark xyxy=(110,1448,117,1455)
gulika-label: ಗುಳಿಕಕಾಲ: xyxy=(36,843,64,853)
horoscope-sign xyxy=(12,684,98,714)
cartoon-signature: ರಾಮಬಾಣ xyxy=(451,343,473,350)
awardee-item xyxy=(812,624,931,648)
lucky-label: ಅದೃಷ್ಟ ಸಂಖ್ಯೆ xyxy=(74,862,106,870)
rahukala-label: ರಾಹುಕಾಲ: xyxy=(36,834,65,843)
sack-top xyxy=(616,159,656,169)
quote-mark-icon-2: ❝ xyxy=(519,619,535,649)
